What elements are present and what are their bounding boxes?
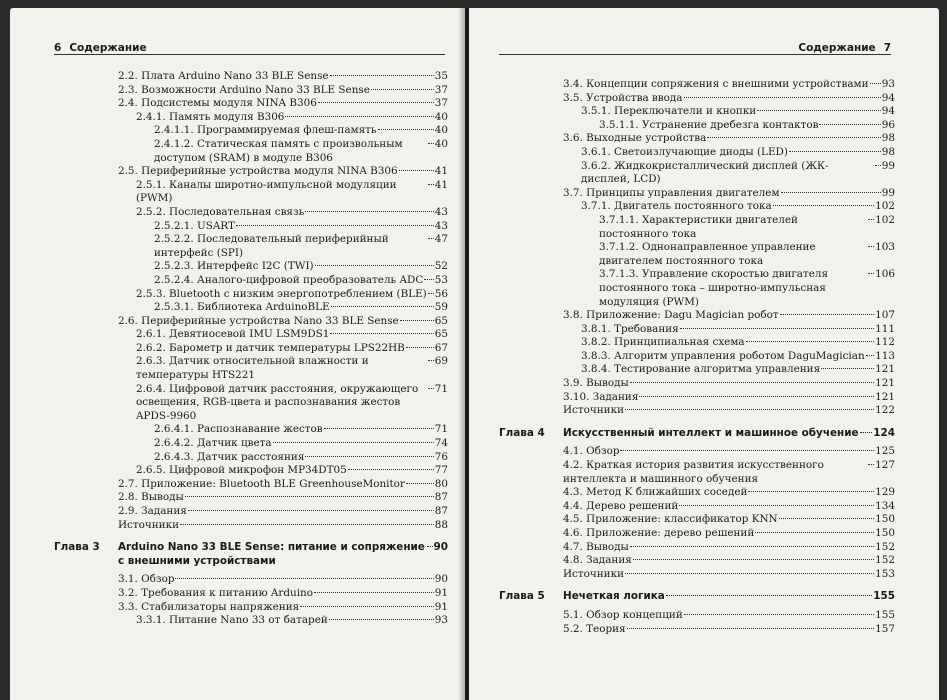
toc-page-number: 121 <box>875 377 895 390</box>
toc-entry <box>499 486 895 500</box>
toc-entry <box>499 241 895 268</box>
toc-entry <box>54 573 448 587</box>
toc-page-number: 112 <box>875 336 895 349</box>
toc-entry-title: 3.7.1.1. Характеристики двигателей постоянного тока <box>599 213 798 240</box>
toc-page-number: 157 <box>875 622 895 635</box>
dot-leader <box>868 464 874 465</box>
toc-entry <box>54 328 448 342</box>
toc-entry <box>54 124 448 138</box>
dot-leader <box>620 450 874 451</box>
dot-leader <box>348 469 434 470</box>
toc-entry <box>54 301 448 315</box>
dot-leader <box>300 606 434 607</box>
toc-page-number: 43 <box>434 205 448 218</box>
toc-entry-title: 2.6.5. Цифровой микрофон MP34DT05 <box>136 464 347 477</box>
toc-entry <box>54 70 448 84</box>
toc-chapter <box>499 427 895 441</box>
toc-page-number: 43 <box>434 219 448 232</box>
dot-leader <box>639 396 874 397</box>
toc-entry <box>499 119 895 133</box>
toc-entry-title: 3.10. Задания <box>563 390 639 403</box>
dot-leader <box>331 306 434 307</box>
dot-leader <box>406 483 434 484</box>
toc-entry <box>499 350 895 364</box>
toc-entry-title: 2.3. Возможности Arduino Nano 33 BLE Sense <box>118 83 370 96</box>
toc-entry-title: 4.2. Краткая история развития искусственного интеллекта и машинного обучения <box>563 459 824 485</box>
toc-entry-title: 2.6. Периферийные устройства Nano 33 BLE Sense <box>118 314 399 327</box>
dot-leader <box>860 432 873 433</box>
toc-entry-title: 4.8. Задания <box>563 554 632 567</box>
toc-entry <box>499 404 895 418</box>
dot-leader <box>779 518 875 519</box>
dot-leader <box>868 219 874 220</box>
toc-entry-title: 3.4. Концепции сопряжения с внешними устройствами <box>563 78 869 90</box>
toc-page-number: 107 <box>875 309 895 322</box>
toc-page-number: 155 <box>873 590 895 603</box>
dot-leader <box>707 137 880 138</box>
dot-leader <box>378 129 434 130</box>
toc-entry <box>54 274 448 288</box>
toc-entry <box>54 84 448 98</box>
toc-entry-title: Источники <box>563 404 625 417</box>
dot-leader <box>236 225 434 226</box>
toc-entry <box>54 111 448 125</box>
chapter-body <box>118 541 448 568</box>
dot-leader <box>329 619 434 620</box>
chapter-label: Глава 4 <box>499 426 545 439</box>
toc-entry-title: 2.4.1.2. Статическая память с произвольным доступом (SRAM) в модуле B306 <box>154 137 403 164</box>
toc-page-number: 152 <box>875 554 895 567</box>
toc-entry-title: 2.4. Подсистемы модуля NINA B306 <box>118 97 317 110</box>
left-running-header <box>54 38 445 55</box>
left-page-number: 6 <box>54 42 62 54</box>
right-toc-list <box>499 78 895 636</box>
toc-entry-title: 2.8. Выводы <box>118 491 184 504</box>
toc-entry <box>54 451 448 465</box>
toc-page-number: 125 <box>875 445 895 458</box>
toc-page-number: 71 <box>434 382 448 395</box>
toc-page-number: 69 <box>434 355 448 368</box>
toc-entry <box>54 260 448 274</box>
toc-entry <box>54 423 448 437</box>
chapter-body <box>563 590 895 604</box>
dot-leader <box>757 110 881 111</box>
toc-entry-title: 4.3. Метод K ближайших соседей <box>563 486 748 499</box>
toc-entry-title: 4.4. Дерево решений <box>563 499 679 512</box>
toc-entry <box>54 179 448 206</box>
toc-entry <box>499 92 895 106</box>
toc-entry-title: 3.8.2. Принципиальная схема <box>581 336 745 349</box>
dot-leader <box>185 496 434 497</box>
toc-page-number: 91 <box>434 586 448 599</box>
toc-page-number: 87 <box>434 505 448 517</box>
toc-entry <box>54 206 448 220</box>
toc-entry-title: 2.5.3.1. Библиотека ArduinoBLE <box>154 301 330 314</box>
toc-entry-title: 2.5.2.1. USART <box>154 219 235 232</box>
toc-entry <box>499 78 895 92</box>
dot-leader <box>780 314 875 315</box>
toc-entry <box>54 505 448 519</box>
toc-entry <box>499 554 895 568</box>
dot-leader <box>305 456 433 457</box>
toc-entry-title: 3.6. Выходные устройства <box>563 132 707 145</box>
dot-leader <box>868 246 874 247</box>
toc-entry-title: 3.8.4. Тестирование алгоритма управления <box>581 363 821 376</box>
toc-page-number: 121 <box>875 363 895 376</box>
toc-entry-title: 3.7.1. Двигатель постоянного тока <box>581 200 772 213</box>
toc-entry-title: 3.6.1. Светоизлучающие диоды (LED) <box>581 145 788 158</box>
dot-leader <box>625 573 874 574</box>
dot-leader <box>866 355 875 356</box>
toc-entry-title: 3.8. Приложение: Dagu Magician робот <box>563 309 779 322</box>
toc-entry-title: 2.6.4.1. Распознавание жестов <box>154 423 323 436</box>
toc-page-number: 102 <box>875 200 895 213</box>
dot-leader <box>188 510 434 511</box>
dot-leader <box>314 592 434 593</box>
toc-page-number: 93 <box>434 614 448 627</box>
toc-entry <box>499 513 895 527</box>
toc-entry-title: 2.9. Задания <box>118 505 187 517</box>
toc-entry <box>499 500 895 514</box>
toc-entry <box>54 233 448 260</box>
left-header-title: Содержание <box>69 42 147 54</box>
toc-entry-title: 4.1. Обзор <box>563 445 620 458</box>
toc-page-number: 52 <box>434 260 448 273</box>
toc-entry <box>54 464 448 478</box>
toc-entry-title: 2.6.4.2. Датчик цвета <box>154 437 272 450</box>
toc-entry <box>499 187 895 201</box>
toc-page-number: 41 <box>434 178 448 191</box>
toc-entry-title: 2.5.2. Последовательная связь <box>136 205 305 218</box>
toc-entry <box>499 160 895 187</box>
toc-entry <box>499 568 895 582</box>
toc-entry-title: 2.6.2. Барометр и датчик температуры LPS22HB <box>136 341 405 354</box>
dot-leader <box>330 333 433 334</box>
toc-page-number: 98 <box>881 132 895 145</box>
toc-entry <box>499 377 895 391</box>
toc-page-number: 76 <box>434 450 448 463</box>
dot-leader <box>773 205 874 206</box>
dot-leader <box>821 368 874 369</box>
toc-chapter <box>499 590 895 604</box>
right-running-header <box>499 38 891 55</box>
toc-page-number: 67 <box>434 341 448 354</box>
toc-entry-title: 3.7.1.2. Однонаправленное управление двигателем постоянного тока <box>599 241 816 267</box>
toc-entry-title: Источники <box>563 567 625 580</box>
toc-page-number: 134 <box>875 499 895 512</box>
dot-leader <box>428 360 434 361</box>
toc-page-number: 47 <box>434 233 448 246</box>
toc-entry-title: Источники <box>118 518 180 531</box>
dot-leader <box>324 428 434 429</box>
toc-entry <box>54 437 448 451</box>
toc-entry-title: 3.2. Требования к питанию Arduino <box>118 586 314 599</box>
toc-entry-title: 3.1. Обзор <box>118 573 175 586</box>
toc-page-number: 56 <box>434 287 448 300</box>
toc-page-number: 90 <box>434 573 448 586</box>
toc-entry <box>499 363 895 377</box>
toc-entry <box>54 587 448 601</box>
toc-entry-title: 4.7. Выводы <box>563 540 629 553</box>
toc-entry <box>499 268 895 309</box>
dot-leader <box>424 279 433 280</box>
dot-leader <box>746 341 875 342</box>
toc-entry-title: Искусственный интеллект и машинное обучение <box>563 426 859 439</box>
dot-leader <box>318 102 434 103</box>
toc-entry <box>499 309 895 323</box>
chapter-label: Глава 3 <box>54 541 100 554</box>
toc-entry <box>54 342 448 356</box>
dot-leader <box>330 75 434 76</box>
toc-page-number: 99 <box>881 186 895 199</box>
toc-entry-title: 4.5. Приложение: классификатор KNN <box>563 513 778 526</box>
toc-entry <box>499 445 895 459</box>
chapter-label: Глава 5 <box>499 590 545 603</box>
toc-entry-title: 2.6.4. Цифровой датчик расстояния, окружающего освещения, RGB-цвета и распознавания жестов APDS-9960 <box>136 382 419 422</box>
toc-entry-title: 3.5. Устройства ввода <box>563 91 683 104</box>
toc-entry-title: 2.5.3. Bluetooth с низким энергопотреблением (BLE) <box>136 287 427 300</box>
dot-leader <box>627 628 875 629</box>
dot-leader <box>748 491 874 492</box>
toc-page-number: 127 <box>875 459 895 472</box>
toc-page-number: 96 <box>881 118 895 131</box>
toc-entry-title: 4.6. Приложение: дерево решений <box>563 527 755 539</box>
toc-page-number: 93 <box>881 78 895 90</box>
dot-leader <box>427 546 433 547</box>
toc-entry <box>54 220 448 234</box>
dot-leader <box>428 184 434 185</box>
toc-entry-title: 2.6.1. Девятиосевой IMU LSM9DS1 <box>136 328 330 341</box>
toc-entry-title: 3.8.3. Алгоритм управления роботом DaguMagician <box>581 349 865 362</box>
toc-page-number: 150 <box>875 513 895 526</box>
dot-leader <box>633 559 874 560</box>
toc-entry <box>499 214 895 241</box>
toc-page-number: 40 <box>434 124 448 137</box>
toc-entry-title: 5.1. Обзор концепций <box>563 608 683 621</box>
dot-leader <box>666 595 872 596</box>
dot-leader <box>679 505 874 506</box>
toc-entry <box>54 478 448 492</box>
toc-entry-title: 3.7.1.3. Управление скоростью двигателя постоянного тока – широтно-импульсная модуляция (PWM) <box>599 268 829 308</box>
toc-page-number: 90 <box>433 541 448 554</box>
toc-entry-title: 2.5.2.4. Аналого-цифровой преобразователь ADC <box>154 273 424 286</box>
toc-entry-title: 3.3.1. Питание Nano 33 от батарей <box>136 614 328 627</box>
dot-leader <box>428 143 434 144</box>
toc-page-number: 106 <box>875 268 895 281</box>
toc-entry <box>499 459 895 486</box>
toc-entry <box>499 623 895 637</box>
toc-page-number: 87 <box>434 491 448 504</box>
toc-page-number: 94 <box>881 91 895 104</box>
toc-entry <box>54 315 448 329</box>
toc-page-number: 74 <box>434 437 448 450</box>
toc-entry <box>499 391 895 405</box>
toc-entry-title: 3.9. Выводы <box>563 377 629 390</box>
toc-entry <box>54 165 448 179</box>
toc-page-number: 124 <box>873 426 895 439</box>
toc-page-number: 35 <box>434 70 448 82</box>
toc-page-number: 153 <box>875 567 895 580</box>
toc-entry <box>499 609 895 623</box>
toc-page-number: 102 <box>875 213 895 226</box>
toc-page-number: 88 <box>434 518 448 531</box>
toc-entry <box>54 601 448 615</box>
toc-entry-title: 3.3. Стабилизаторы напряжения <box>118 600 300 613</box>
toc-entry <box>54 383 448 424</box>
toc-entry <box>499 200 895 214</box>
toc-entry <box>54 288 448 302</box>
toc-entry <box>54 355 448 382</box>
dot-leader <box>428 238 434 239</box>
dot-leader <box>428 293 434 294</box>
dot-leader <box>400 320 434 321</box>
toc-page-number: 41 <box>434 165 448 178</box>
toc-entry <box>54 138 448 165</box>
toc-entry-title: 3.8.1. Требования <box>581 322 679 335</box>
toc-entry-title: Arduino Nano 33 BLE Sense: питание и сопряжение с внешними устройствами <box>118 541 425 567</box>
toc-page-number: 99 <box>881 159 895 172</box>
dot-leader <box>630 546 874 547</box>
toc-page-number: 37 <box>434 97 448 110</box>
dot-leader <box>180 524 434 525</box>
toc-entry <box>499 336 895 350</box>
dot-leader <box>406 347 434 348</box>
toc-page-number: 103 <box>875 241 895 254</box>
toc-page-number: 59 <box>434 301 448 314</box>
toc-page-number: 152 <box>875 540 895 553</box>
right-page-number: 7 <box>883 42 891 54</box>
toc-entry-title: 3.6.2. Жидкокристаллический дисплей (ЖК-дисплей, LCD) <box>581 159 829 186</box>
toc-entry <box>54 614 448 628</box>
dot-leader <box>285 116 433 117</box>
toc-page-number: 53 <box>434 273 448 286</box>
dot-leader <box>399 170 434 171</box>
toc-entry-title: 2.4.1.1. Программируемая флеш-память <box>154 124 377 137</box>
toc-page-number: 155 <box>875 608 895 621</box>
dot-leader <box>371 89 434 90</box>
toc-page-number: 77 <box>434 464 448 477</box>
dot-leader <box>625 409 874 410</box>
toc-entry <box>499 146 895 160</box>
toc-page-number: 37 <box>434 83 448 96</box>
right-header-title: Содержание <box>798 42 876 54</box>
left-page <box>10 8 465 700</box>
toc-entry <box>54 97 448 111</box>
toc-entry-title: 2.5.2.2. Последовательный периферийный интерфейс (SPI) <box>154 233 389 259</box>
right-page <box>469 8 939 700</box>
toc-page-number: 91 <box>434 600 448 613</box>
toc-page-number: 40 <box>434 110 448 123</box>
toc-entry <box>499 132 895 146</box>
left-toc-list <box>54 70 448 628</box>
toc-entry <box>54 491 448 505</box>
toc-entry-title: Нечеткая логика <box>563 590 665 603</box>
toc-entry-title: 2.7. Приложение: Bluetooth BLE GreenhouseMonitor <box>118 477 405 490</box>
dot-leader <box>175 578 433 579</box>
dot-leader <box>305 211 433 212</box>
dot-leader <box>868 273 874 274</box>
dot-leader <box>680 328 874 329</box>
dot-leader <box>870 83 881 84</box>
toc-page-number: 113 <box>875 349 895 362</box>
toc-page-number: 122 <box>875 404 895 417</box>
toc-entry-title: 2.4.1. Память модуля B306 <box>136 110 285 123</box>
toc-entry-title: 5.2. Теория <box>563 622 626 635</box>
dot-leader <box>273 442 434 443</box>
dot-leader <box>819 124 880 125</box>
toc-entry-title: 2.6.4.3. Датчик расстояния <box>154 450 305 463</box>
dot-leader <box>630 382 874 383</box>
toc-entry-title: 3.5.1. Переключатели и кнопки <box>581 105 757 118</box>
toc-page-number: 121 <box>875 390 895 403</box>
toc-page-number: 40 <box>434 137 448 150</box>
toc-entry-title: 3.5.1.1. Устранение дребезга контактов <box>599 118 819 131</box>
toc-entry-title: 3.7. Принципы управления двигателем <box>563 186 780 199</box>
toc-page-number: 111 <box>875 322 895 335</box>
toc-entry-title: 2.2. Плата Arduino Nano 33 BLE Sense <box>118 70 329 82</box>
dot-leader <box>875 165 881 166</box>
dot-leader <box>755 532 874 533</box>
toc-entry-title: 2.5.1. Каналы широтно-импульсной модуляции (PWM) <box>136 178 397 205</box>
toc-page-number: 94 <box>881 105 895 118</box>
toc-page-number: 65 <box>434 328 448 341</box>
dot-leader <box>684 614 874 615</box>
toc-page-number: 129 <box>875 486 895 499</box>
toc-entry <box>499 541 895 555</box>
toc-page-number: 80 <box>434 477 448 490</box>
toc-entry <box>499 323 895 337</box>
dot-leader <box>789 151 881 152</box>
chapter-body <box>563 427 895 441</box>
toc-entry <box>499 105 895 119</box>
toc-page-number: 150 <box>875 527 895 539</box>
dot-leader <box>428 388 434 389</box>
dot-leader <box>315 265 434 266</box>
toc-entry <box>499 527 895 541</box>
toc-page-number: 98 <box>881 145 895 158</box>
toc-entry-title: 2.6.3. Датчик относительной влажности и температуры HTS221 <box>136 355 369 382</box>
toc-page-number: 65 <box>434 314 448 327</box>
dot-leader <box>781 192 881 193</box>
toc-entry-title: 2.5.2.3. Интерфейс I2C (TWI) <box>154 260 314 273</box>
toc-page-number: 71 <box>434 423 448 436</box>
dot-leader <box>684 97 881 98</box>
toc-entry <box>54 519 448 533</box>
toc-entry-title: 2.5. Периферийные устройства модуля NINA B306 <box>118 165 398 178</box>
toc-chapter <box>54 541 448 568</box>
